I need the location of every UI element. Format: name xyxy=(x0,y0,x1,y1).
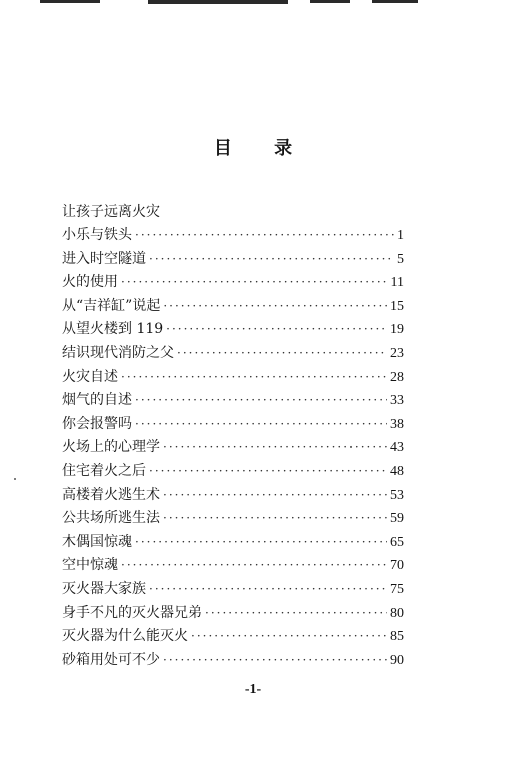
toc-entry-page: 85 xyxy=(390,629,404,645)
toc-entry-page: 90 xyxy=(390,652,404,668)
toc-dot-leader xyxy=(163,649,387,673)
toc-dot-leader xyxy=(163,295,387,319)
scan-mark xyxy=(40,0,100,3)
toc-entry xyxy=(62,389,404,413)
toc-entry-title: 灭火器大家族 xyxy=(62,580,146,597)
toc-dot-leader xyxy=(121,554,387,578)
toc-entry xyxy=(62,460,404,484)
toc-entry-page: 43 xyxy=(390,440,404,456)
toc-entry xyxy=(62,602,404,626)
toc-entry-title: 火灾自述 xyxy=(62,368,118,385)
toc-entry-page: 33 xyxy=(390,393,404,409)
toc-entry-title: 身手不凡的灭火器兄弟 xyxy=(62,604,202,621)
toc-entry-title: 灭火器为什么能灭火 xyxy=(62,628,188,645)
toc-entry xyxy=(62,318,404,342)
page-number: -1- xyxy=(244,682,262,697)
toc-dot-leader xyxy=(163,484,387,508)
toc-entry-title: 砂箱用处可不少 xyxy=(62,651,160,668)
toc-entry-page: 80 xyxy=(390,605,404,621)
page-title: 目 录 xyxy=(213,138,311,159)
toc-entry-page: 75 xyxy=(390,581,404,597)
toc-entry xyxy=(62,649,404,673)
toc-dot-leader xyxy=(135,531,387,555)
toc-entry-page: 70 xyxy=(390,558,404,574)
toc-entry-title: 烟气的自述 xyxy=(62,392,132,409)
toc-entry xyxy=(62,342,404,366)
toc-entry-title: 木偶国惊魂 xyxy=(62,533,132,550)
toc-entry xyxy=(62,224,404,248)
toc-entry xyxy=(62,271,404,295)
toc-entry xyxy=(62,295,404,319)
toc-entry-title: 小乐与铁头 xyxy=(62,227,132,243)
scan-mark xyxy=(148,0,288,4)
toc-entry-page: 53 xyxy=(390,487,404,503)
scan-mark xyxy=(372,0,418,3)
toc-entry-title: 结识现代消防之父 xyxy=(62,344,174,361)
toc-dot-leader xyxy=(135,413,387,437)
toc-dot-leader xyxy=(163,436,387,460)
toc-dot-leader xyxy=(121,271,388,295)
toc-entry-title: 你会报警吗 xyxy=(62,415,132,432)
toc-entry xyxy=(62,248,404,272)
toc-dot-leader xyxy=(166,318,387,342)
toc-dot-leader xyxy=(135,389,387,413)
toc-entry-page: 15 xyxy=(390,298,404,314)
table-of-contents xyxy=(62,224,404,672)
toc-entry-title: 火场上的心理学 xyxy=(62,439,160,456)
toc-entry xyxy=(62,436,404,460)
toc-dot-leader xyxy=(121,366,387,390)
toc-dot-leader xyxy=(205,602,387,626)
toc-entry-page: 1 xyxy=(397,228,404,243)
toc-entry-title: 火的使用 xyxy=(62,274,118,291)
toc-dot-leader xyxy=(191,625,387,649)
toc-dot-leader xyxy=(149,578,387,602)
toc-dot-leader xyxy=(163,507,387,531)
toc-entry xyxy=(62,554,404,578)
toc-entry xyxy=(62,531,404,555)
toc-entry-page: 38 xyxy=(390,416,404,432)
toc-entry-title: 高楼着火逃生术 xyxy=(62,486,160,503)
toc-dot-leader xyxy=(177,342,387,366)
toc-entry xyxy=(62,507,404,531)
toc-entry xyxy=(62,413,404,437)
toc-entry-page: 59 xyxy=(390,511,404,527)
toc-entry xyxy=(62,366,404,390)
toc-entry-page: 23 xyxy=(390,345,404,361)
toc-entry-page: 28 xyxy=(390,369,404,385)
toc-entry-page: 48 xyxy=(390,463,404,479)
scan-mark xyxy=(310,0,350,3)
toc-entry xyxy=(62,578,404,602)
toc-entry-title: 从望火楼到 119 xyxy=(62,321,164,338)
toc-entry xyxy=(62,625,404,649)
section-heading: 让孩子远离火灾 xyxy=(62,204,160,220)
toc-entry-page: 5 xyxy=(397,251,404,267)
toc-dot-leader xyxy=(135,224,394,248)
toc-entry-page: 11 xyxy=(390,275,404,291)
toc-entry xyxy=(62,484,404,508)
toc-entry-title: 公共场所逃生法 xyxy=(62,510,160,527)
toc-entry-page: 19 xyxy=(390,322,404,338)
toc-entry-page: 65 xyxy=(390,534,404,550)
toc-entry-title: 空中惊魂 xyxy=(62,557,118,574)
scan-speck xyxy=(14,478,16,480)
toc-entry-title: 从“吉祥缸”说起 xyxy=(62,297,161,314)
toc-entry-title: 进入时空隧道 xyxy=(62,250,146,267)
toc-dot-leader xyxy=(149,460,387,484)
scan-top-edge xyxy=(0,0,506,6)
toc-entry-title: 住宅着火之后 xyxy=(62,462,146,479)
toc-dot-leader xyxy=(149,248,394,272)
scan-speck xyxy=(350,446,352,448)
